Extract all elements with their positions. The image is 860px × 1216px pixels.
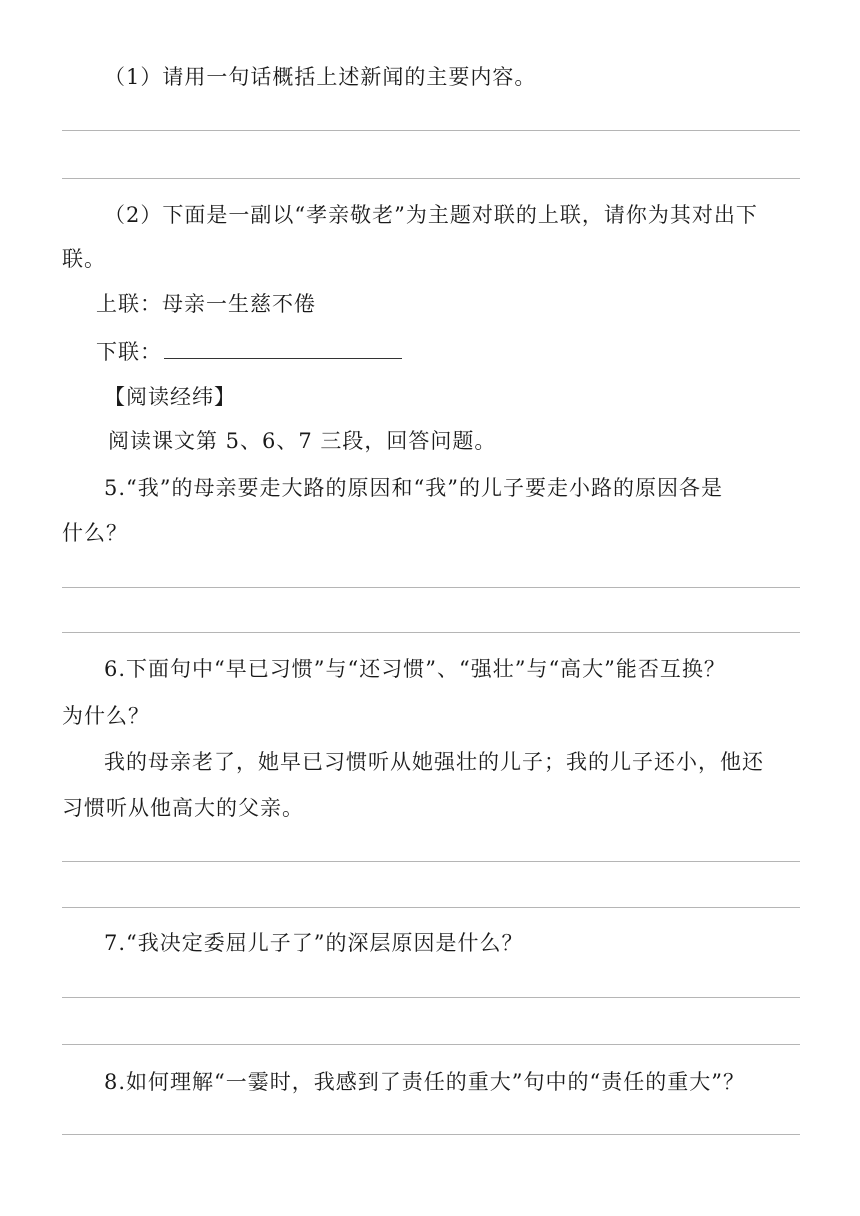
question-6-quote-line2: 习惯听从他高大的父亲。 <box>62 796 304 820</box>
couplet-lower <box>96 338 402 366</box>
question-7: 7.“我决定委屈儿子了”的深层原因是什么？ <box>104 931 524 955</box>
question-4-2-line1: （2）下面是一副以“孝亲敬老”为主题对联的上联，请你为其对出下 <box>104 203 758 227</box>
question-6-quote-line1: 我的母亲老了，她早已习惯听从她强壮的儿子；我的儿子还小，他还 <box>104 750 764 774</box>
answer-line[interactable] <box>62 130 800 131</box>
question-6-line2: 为什么？ <box>62 704 150 728</box>
question-6-line1: 6.下面句中“早已习惯”与“还习惯”、“强壮”与“高大”能否互换？ <box>104 657 726 681</box>
answer-line[interactable] <box>62 1044 800 1045</box>
question-4-1: （1）请用一句话概括上述新闻的主要内容。 <box>104 65 537 89</box>
question-5-line1: 5.“我”的母亲要走大路的原因和“我”的儿子要走小路的原因各是 <box>104 476 723 500</box>
answer-line[interactable] <box>62 907 800 908</box>
couplet-lower-blank[interactable] <box>164 358 402 359</box>
answer-line[interactable] <box>62 997 800 998</box>
reading-instruction: 阅读课文第 5、6、7 三段，回答问题。 <box>108 429 497 453</box>
answer-line[interactable] <box>62 632 800 633</box>
couplet-upper: 上联：母亲一生慈不倦 <box>96 292 316 316</box>
question-5-line2: 什么？ <box>62 521 128 545</box>
couplet-lower-label: 下联： <box>96 340 162 364</box>
answer-line[interactable] <box>62 587 800 588</box>
question-4-2-line2: 联。 <box>62 247 106 271</box>
question-8: 8.如何理解“一霎时，我感到了责任的重大”句中的“责任的重大”？ <box>104 1070 745 1094</box>
answer-line[interactable] <box>62 1134 800 1135</box>
answer-line[interactable] <box>62 861 800 862</box>
section-heading: 【阅读经纬】 <box>104 385 236 409</box>
answer-line[interactable] <box>62 178 800 179</box>
